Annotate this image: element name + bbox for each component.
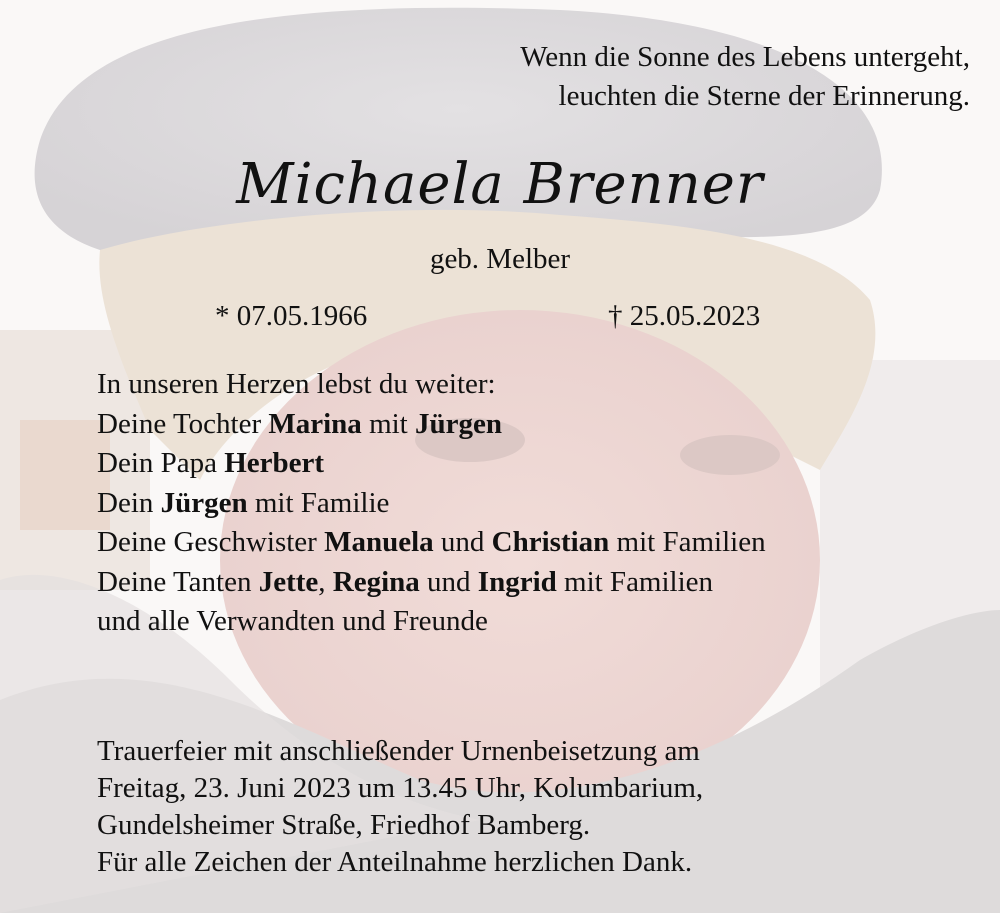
mourner-name: Regina — [332, 565, 420, 598]
text: Deine Tanten — [97, 565, 259, 598]
service-line-3: Gundelsheimer Straße, Friedhof Bamberg. — [97, 809, 591, 841]
mourner-name: Manuela — [324, 526, 434, 558]
text: mit Familien — [556, 565, 714, 598]
mourner-name: Ingrid — [477, 565, 557, 598]
mourners-list — [97, 365, 766, 642]
mourner-row-aunts — [97, 563, 766, 603]
death-date: † 25.05.2023 — [608, 300, 761, 332]
text: mit Familien — [609, 526, 766, 558]
mourner-name: Jette — [258, 565, 319, 598]
text: mit — [361, 407, 415, 440]
service-line-2: Freitag, 23. Juni 2023 um 13.45 Uhr, Kolumbarium, — [97, 772, 704, 804]
text: und — [433, 526, 492, 558]
mourner-name: Herbert — [224, 447, 325, 479]
quote-line-1: Wenn die Sonne des Lebens untergeht, — [520, 41, 970, 73]
service-line-4: Für alle Zeichen der Anteilnahme herzlichen Dank. — [97, 846, 693, 878]
funeral-service-info — [97, 732, 703, 880]
mourner-row-siblings — [97, 523, 766, 563]
mourner-name: Jürgen — [160, 486, 248, 519]
quote-line-2: leuchten die Sterne der Erinnerung. — [558, 80, 970, 112]
text: , — [318, 565, 333, 598]
text: Dein Papa — [97, 447, 225, 479]
birth-date: * 07.05.1966 — [215, 300, 368, 332]
mourner-row-daughter — [97, 405, 766, 445]
text: und — [419, 565, 478, 598]
text: mit Familie — [247, 486, 390, 519]
mourner-row-relatives: und alle Verwandten und Freunde — [97, 605, 488, 637]
memorial-quote — [520, 38, 970, 116]
service-line-1: Trauerfeier mit anschließender Urnenbeisetzung am — [97, 735, 700, 767]
mourner-row-partner — [97, 484, 766, 524]
mourners-intro: In unseren Herzen lebst du weiter: — [97, 368, 496, 400]
deceased-name: Michaela Brenner — [236, 152, 764, 217]
mourner-name: Christian — [491, 526, 610, 558]
text: Dein — [97, 486, 161, 519]
mourner-name: Jürgen — [414, 407, 502, 440]
maiden-name: geb. Melber — [429, 243, 571, 275]
mourner-name: Marina — [268, 407, 362, 440]
text: Deine Tochter — [97, 407, 269, 440]
mourner-row-father — [97, 444, 766, 484]
text: Deine Geschwister — [97, 526, 325, 558]
